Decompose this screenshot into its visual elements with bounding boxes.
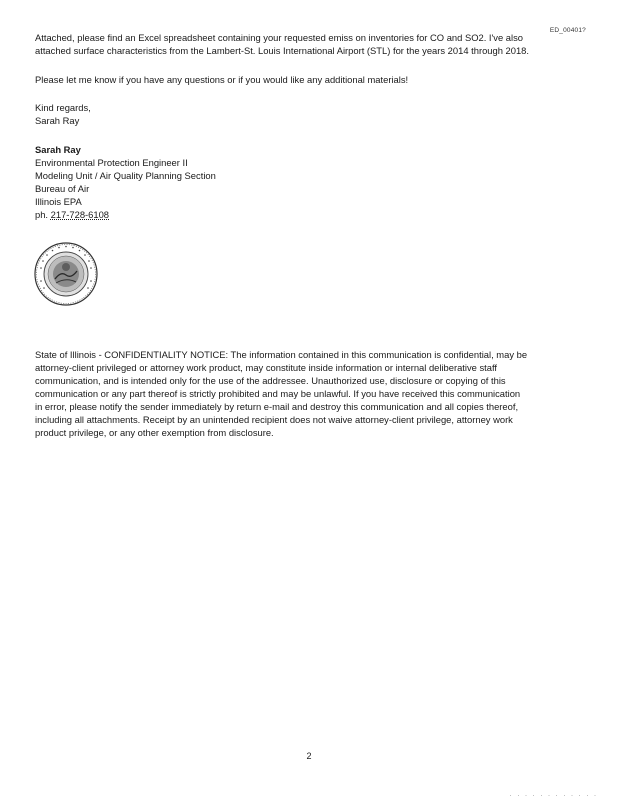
email-signature (35, 143, 585, 221)
notice-line: communication or any part thereof is strictly prohibited and may be unlawful. If you have received this communication (35, 388, 521, 399)
scan-artifact-dots: · · · · · · · · · · · · (509, 793, 598, 799)
intro-line: attached surface characteristics from the Lambert-St. Louis International Airport (STL) for the years 2014 through 2018. (35, 45, 530, 56)
sender-name: Sarah Ray (35, 115, 80, 126)
phone-link[interactable]: 217-728-6108 (50, 209, 110, 220)
notice-line: including all attachments. Receipt by an unintended recipient does not waive attorney-client privilege, attorney work (35, 414, 513, 425)
notice-line: product privilege, or any other exemption from disclosure. (35, 427, 274, 438)
signature-bureau: Bureau of Air (35, 183, 90, 194)
signature-title: Environmental Protection Engineer II (35, 157, 188, 168)
intro-paragraph (35, 31, 585, 57)
notice-line: attorney-client privileged or attorney work product, may constitute inside information or internal deliberative staff (35, 362, 498, 373)
intro-line: Attached, please find an Excel spreadsheet containing your requested emiss on inventories for CO and SO2. I've also (35, 32, 524, 43)
closing-paragraph (35, 73, 585, 86)
regards-block (35, 101, 585, 127)
signature-phone (35, 208, 585, 221)
illinois-epa-seal-icon (33, 241, 99, 307)
salutation: Kind regards, (35, 102, 91, 113)
page-number: 2 (306, 751, 312, 761)
signature-name: Sarah Ray (35, 144, 81, 155)
phone-prefix: ph. (35, 209, 51, 220)
notice-line: State of Illinois - CONFIDENTIALITY NOTICE: The information contained in this communication is confidential, may be (35, 349, 528, 360)
signature-unit: Modeling Unit / Air Quality Planning Section (35, 170, 216, 181)
confidentiality-notice (35, 348, 583, 439)
closing-line: Please let me know if you have any questions or if you would like any additional materials! (35, 74, 409, 85)
bates-number: ED_00401? (549, 27, 586, 34)
signature-agency: Illinois EPA (35, 196, 82, 207)
notice-line: communication, and is intended only for the use of the addressee. Unauthorized use, disclosure or copying of this (35, 375, 506, 386)
notice-line: in error, please notify the sender immediately by return e-mail and destroy this communication and all copies thereof, (35, 401, 519, 412)
